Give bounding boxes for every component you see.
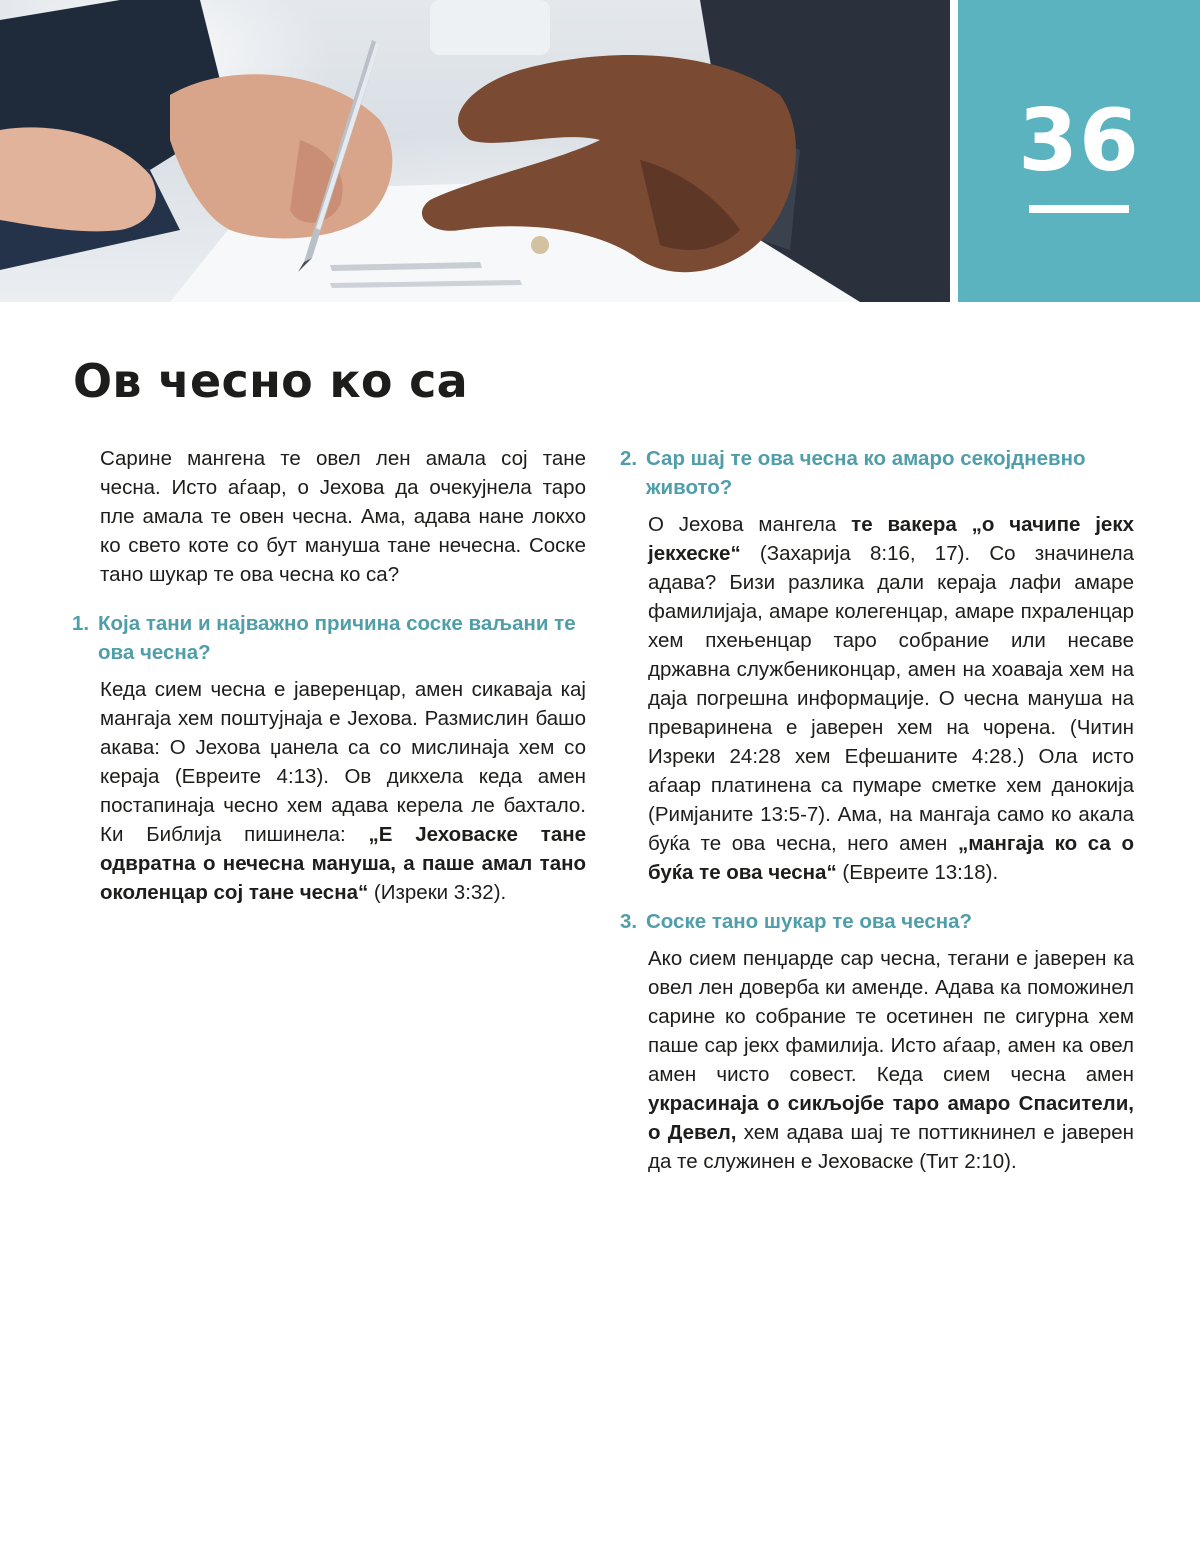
answer-2-part-5: (Евреите 13:18). bbox=[836, 861, 999, 884]
answer-1-part-3: (Изреки 3:32). bbox=[368, 881, 507, 904]
answer-3-part-3: хем адава шај те поттикнинел е јаверен да те служинен е Јеховаске (Тит 2:10). bbox=[648, 1121, 1134, 1173]
right-column bbox=[620, 444, 1134, 1176]
question-1-answer bbox=[72, 675, 586, 907]
lesson-number-badge bbox=[958, 0, 1200, 302]
question-1-text: Која тани и најважно причина соске ваљани те ова чесна? bbox=[98, 612, 576, 664]
question-3-answer bbox=[620, 944, 1134, 1176]
question-2-heading bbox=[620, 444, 1134, 502]
answer-1-part-1: Кеда сием чесна е јаверенцар, амен сикаваја кај мангаја хем поштујнаја е Јехова. Размислин башо акава: О Јехова џанела са со мислинаја хем со кераја (Евреите 4:13). Ов дикхела кеда амен постапинаја чесно хем адава керела ле бахтало. Ки Библија пишинела: bbox=[100, 678, 586, 846]
lesson-number: 36 bbox=[1018, 91, 1140, 191]
answer-3-bold: украсинаја о сикљојбе таро амаро Спасители, о Девел, bbox=[648, 1092, 1134, 1144]
intro-paragraph: Сарине мангена те овел лен амала сој тане чесна. Исто аѓаар, о Јехова да очекујнела таро пле амала те овен чесна. Ама, адава нане локхо ко свето коте со бут мануша тане нечесна. Соске тано шукар те ова чесна ко са? bbox=[100, 447, 586, 586]
left-column bbox=[72, 444, 586, 907]
answer-2-part-3: (Захарија 8:16, 17). Со значинела адава? Бизи разлика дали кераја лафи амаре фамилијаја, амаре колегенцар, амаре пхраленцар хем пхењенцар таро собрание или несаве државна службениконцар, амен на хоаваја хем на даја погрешна информације. О чесна мануша на преваринена е јаверен хем на чорена. (Читин Изреки 24:28 хем Ефешаните 4:28.) Ола исто аѓаар платинена са пумаре сметке хем данокија (Римјаните 13:5-7). Ама, на мангаја само ко акала буќа те ова чесна, него амен bbox=[648, 542, 1134, 855]
page-title: Ов чесно ко са bbox=[73, 354, 469, 408]
question-3-text: Соске тано шукар те ова чесна? bbox=[646, 910, 973, 933]
lesson-number-underline bbox=[1029, 205, 1129, 213]
answer-3-part-1: Ако сием пенџарде сар чесна, тегани е јаверен ка овел лен доверба ки аменде. Адава ка поможинел сарине ко собрание те осетинен пе сигурна хем паше сар јекх фамилија. Исто аѓаар, амен ка овел амен чисто совест. Кеда сием чесна амен bbox=[648, 947, 1134, 1086]
handshake-signing-illustration bbox=[0, 0, 950, 302]
question-2-number: 2. bbox=[620, 447, 638, 470]
question-1-heading bbox=[72, 609, 586, 667]
question-3-heading bbox=[620, 907, 1134, 936]
answer-2-bold-2: „мангаја ко са о буќа те ова чесна“ bbox=[648, 832, 1134, 884]
question-3-number: 3. bbox=[620, 910, 638, 933]
question-2-text: Сар шај те ова чесна ко амаро секојдневно живото? bbox=[646, 447, 1086, 499]
answer-1-bold-quote: „Е Јеховаске тане одвратна о нечесна мануша, а паше амал тано околенцар сој тане чесна“ bbox=[100, 823, 587, 904]
answer-2-bold-1: те вакера „о чачипе јекх јекхеске“ bbox=[648, 513, 1134, 565]
answer-2-part-1: О Јехова мангела bbox=[648, 513, 852, 536]
question-1-number: 1. bbox=[72, 612, 90, 635]
header-photo bbox=[0, 0, 950, 302]
question-2-answer bbox=[620, 510, 1134, 887]
